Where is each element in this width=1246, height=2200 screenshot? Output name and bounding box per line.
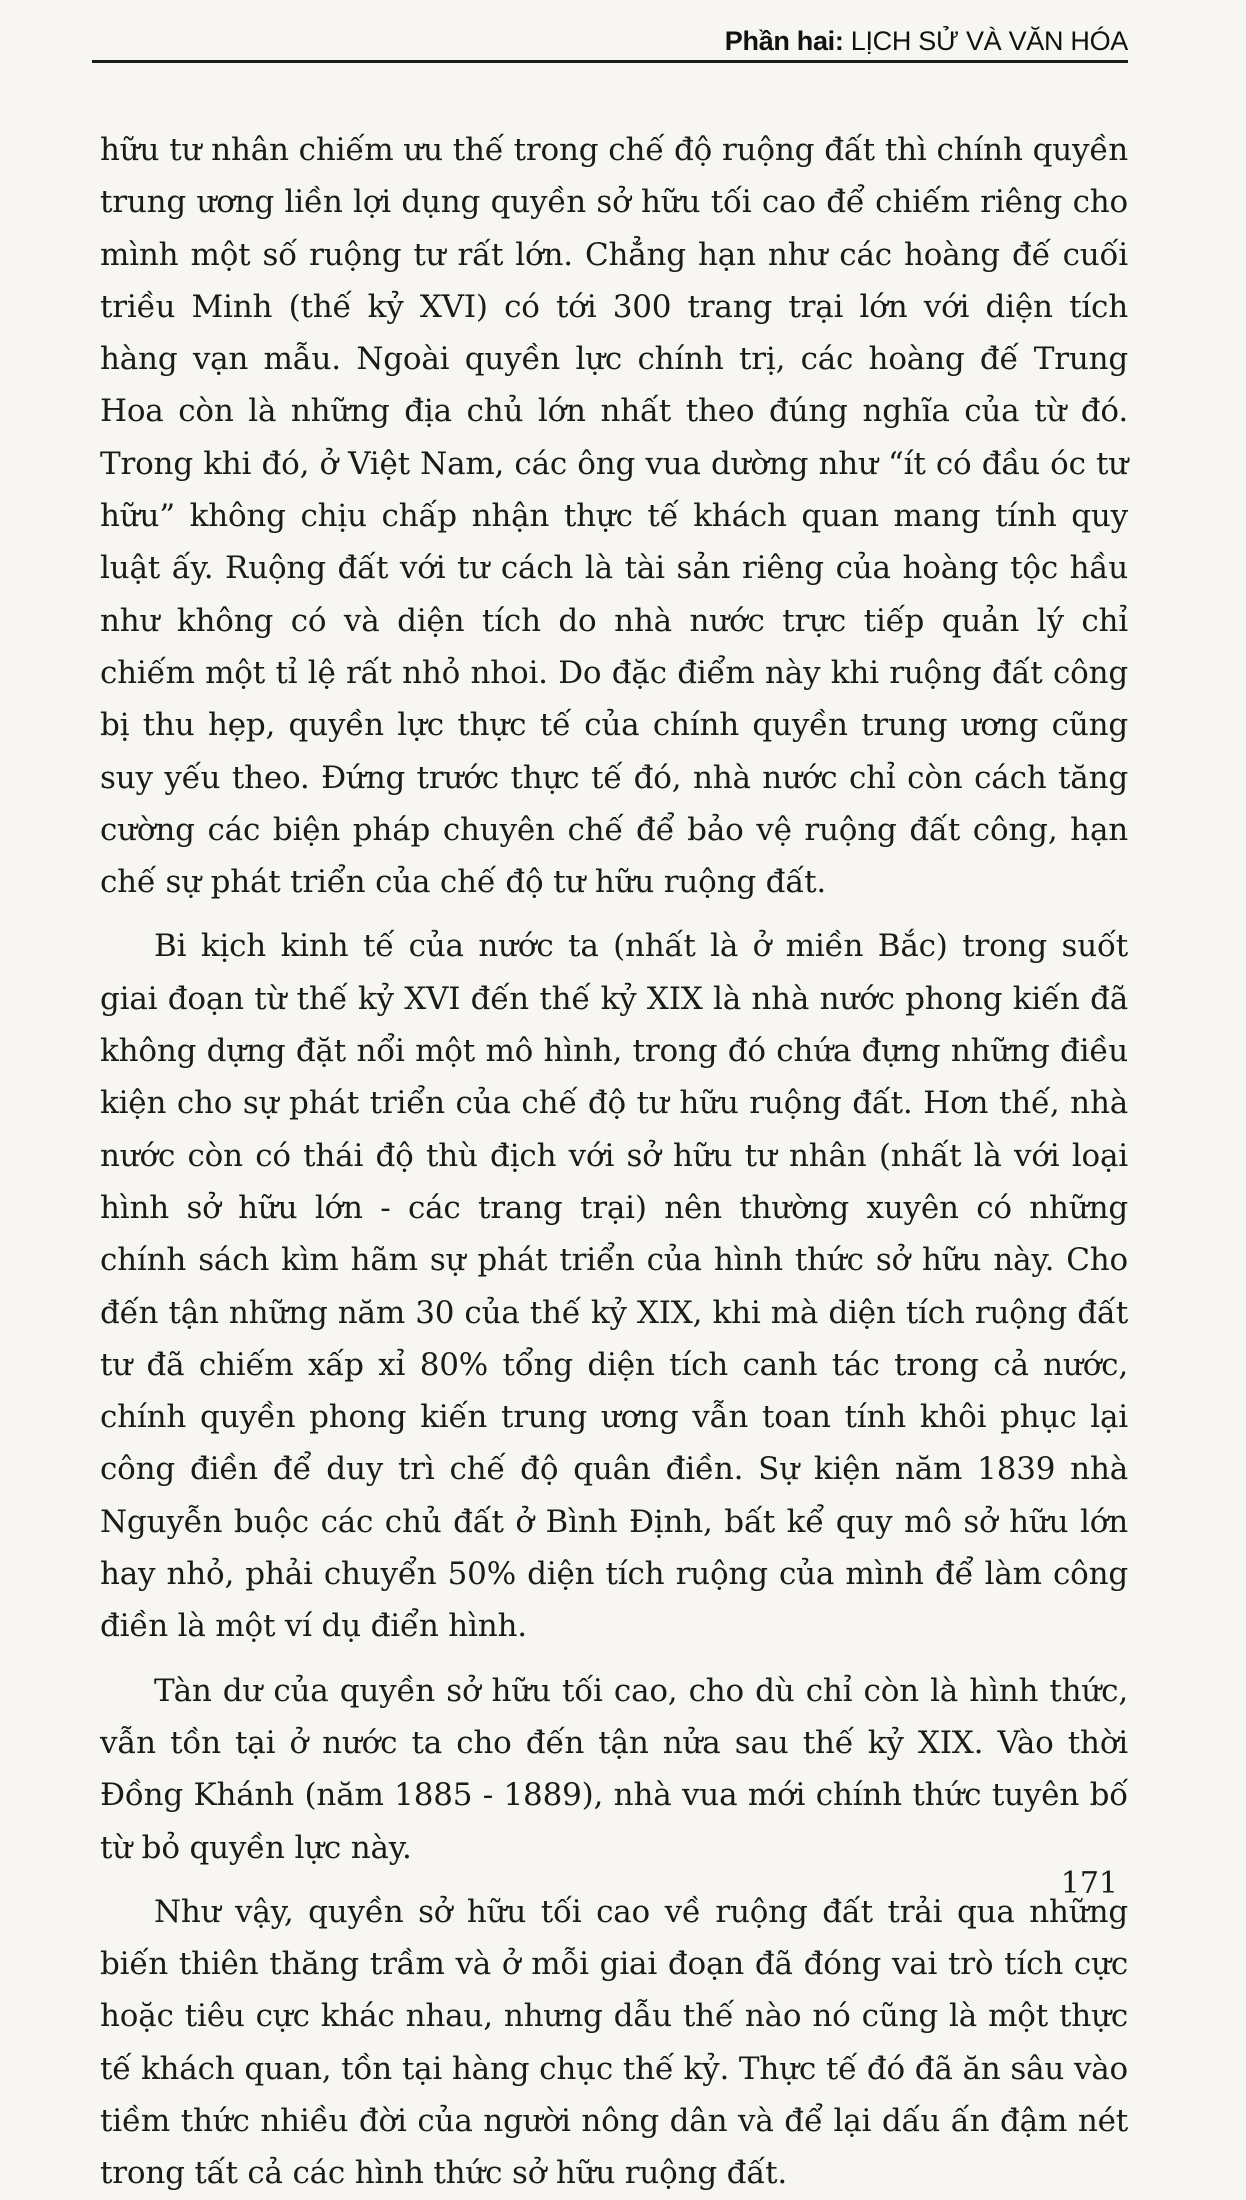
header-divider bbox=[92, 60, 1128, 63]
header-part-label: Phần hai: bbox=[724, 26, 844, 56]
paragraph-continued: hữu tư nhân chiếm ưu thế trong chế độ ruộng đất thì chính quyền trung ương liền lợi dụng quyền sở hữu tối cao để chiếm riêng cho mình một số ruộng tư rất lớn. Chẳng hạn như các hoàng đế cuối triều Minh (thế kỷ XVI) có tới 300 trang trại lớn với diện tích hàng vạn mẫu. Ngoài quyền lực chính trị, các hoàng đế Trung Hoa còn là những địa chủ lớn nhất theo đúng nghĩa của từ đó. Trong khi đó, ở Việt Nam, các ông vua dường như “ít có đầu óc tư hữu” không chịu chấp nhận thực tế khách quan mang tính quy luật ấy. Ruộng đất với tư cách là tài sản riêng của hoàng tộc hầu như không có và diện tích do nhà nước trực tiếp quản lý chỉ chiếm một tỉ lệ rất nhỏ nhoi. Do đặc điểm này khi ruộng đất công bị thu hẹp, quyền lực thực tế của chính quyền trung ương cũng suy yếu theo. Đứng trước thực tế đó, nhà nước chỉ còn cách tăng cường các biện pháp chuyên chế để bảo vệ ruộng đất công, hạn chế sự phát triển của chế độ tư hữu ruộng đất. bbox=[100, 132, 1128, 901]
paragraph: Tàn dư của quyền sở hữu tối cao, cho dù chỉ còn là hình thức, vẫn tồn tại ở nước ta cho đến tận nửa sau thế kỷ XIX. Vào thời Đồng Khánh (năm 1885 - 1889), nhà vua mới chính thức tuyên bố từ bỏ quyền lực này. bbox=[100, 1672, 1128, 1866]
paragraph: Như vậy, quyền sở hữu tối cao về ruộng đất trải qua những biến thiên thăng trầm và ở mỗi giai đoạn đã đóng vai trò tích cực hoặc tiêu cực khác nhau, nhưng dẫu thế nào nó cũng là một thực tế khách quan, tồn tại hàng chục thế kỷ. Thực tế đó đã ăn sâu vào tiềm thức nhiều đời của người nông dân và để lại dấu ấn đậm nét trong tất cả các hình thức sở hữu ruộng đất. bbox=[100, 1893, 1128, 2192]
running-header bbox=[725, 26, 1128, 57]
page-number: 171 bbox=[1060, 1866, 1118, 1901]
paragraph: Bi kịch kinh tế của nước ta (nhất là ở miền Bắc) trong suốt giai đoạn từ thế kỷ XVI đến thế kỷ XIX là nhà nước phong kiến đã không dựng đặt nổi một mô hình, trong đó chứa đựng những điều kiện cho sự phát triển của chế độ tư hữu ruộng đất. Hơn thế, nhà nước còn có thái độ thù địch với sở hữu tư nhân (nhất là với loại hình sở hữu lớn - các trang trại) nên thường xuyên có những chính sách kìm hãm sự phát triển của hình thức sở hữu này. Cho đến tận những năm 30 của thế kỷ XIX, khi mà diện tích ruộng đất tư đã chiếm xấp xỉ 80% tổng diện tích canh tác trong cả nước, chính quyền phong kiến trung ương vẫn toan tính khôi phục lại công điền để duy trì chế độ quân điền. Sự kiện năm 1839 nhà Nguyễn buộc các chủ đất ở Bình Định, bất kể quy mô sở hữu lớn hay nhỏ, phải chuyển 50% diện tích ruộng của mình để làm công điền là một ví dụ điển hình. bbox=[100, 928, 1128, 1645]
body-text bbox=[100, 124, 1128, 2200]
header-section-title: LỊCH SỬ VÀ VĂN HÓA bbox=[843, 26, 1128, 56]
